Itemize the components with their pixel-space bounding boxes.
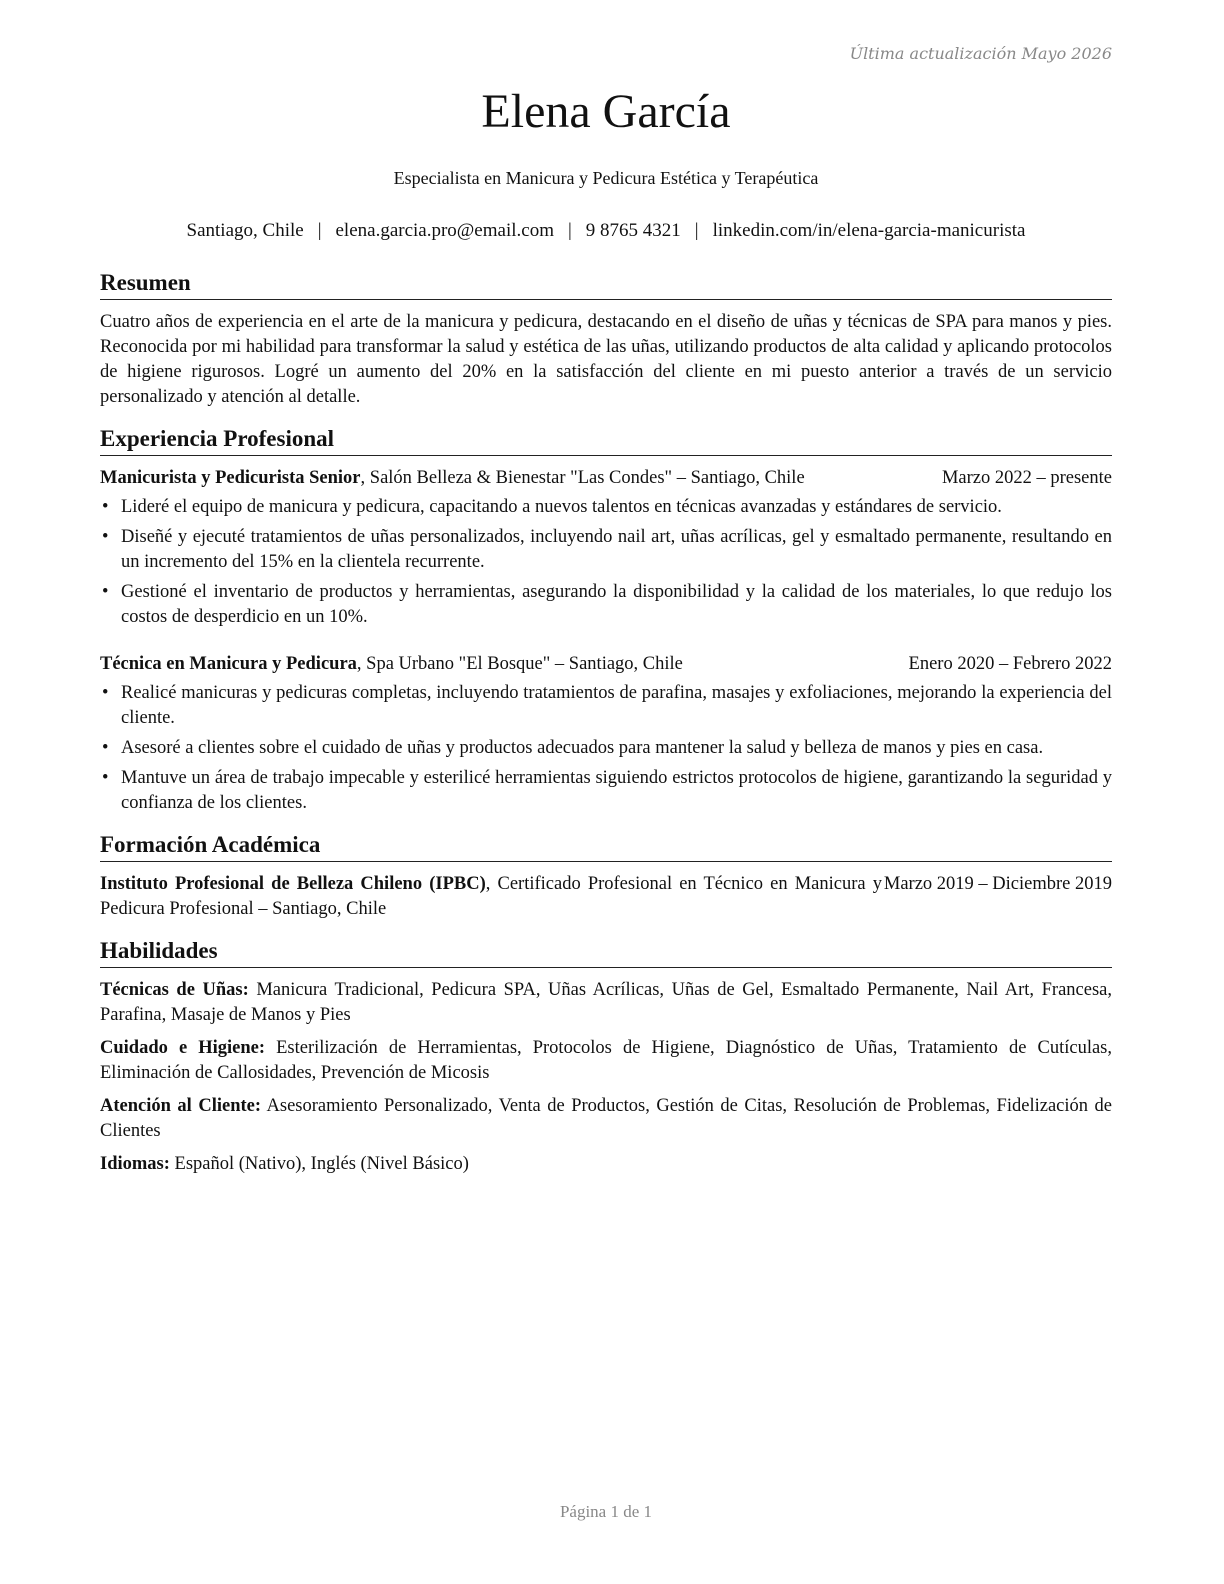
job-title-line bbox=[100, 466, 942, 491]
contact-line bbox=[60, 220, 1152, 242]
skill-label: Cuidado e Higiene: bbox=[100, 1038, 266, 1058]
education-dates: Marzo 2019 – Diciembre 2019 bbox=[883, 874, 1112, 894]
skill-value: Manicura Tradicional, Pedicura SPA, Uñas Acrílicas, Uñas de Gel, Esmaltado Permanente, Nail Art, Francesa, Parafina, Masaje de Manos y Pies bbox=[100, 980, 1112, 1025]
skill-group bbox=[100, 1094, 1112, 1144]
job-dates: Marzo 2022 – presente bbox=[941, 468, 1112, 488]
job-bullet: • Asesoré a clientes sobre el cuidado de uñas y productos adecuados para mantener la salud y belleza de manos y pies en casa. bbox=[100, 736, 1112, 761]
skill-group bbox=[100, 1152, 1112, 1177]
contact-linkedin[interactable]: linkedin.com/in/elena-garcia-manicurista bbox=[712, 220, 1026, 241]
job-bullet: • Realicé manicuras y pedicuras completas, incluyendo tratamientos de parafina, masajes y exfoliaciones, mejorando la experiencia del cliente. bbox=[100, 681, 1112, 731]
skill-label: Atención al Cliente: bbox=[100, 1096, 262, 1116]
contact-location: Santiago, Chile bbox=[186, 220, 304, 241]
job-role: Técnica en Manicura y Pedicura bbox=[100, 654, 357, 674]
section-title-summary: Resumen bbox=[100, 268, 1112, 300]
skill-value: Asesoramiento Personalizado, Venta de Productos, Gestión de Citas, Resolución de Problemas, Fidelización de Clientes bbox=[100, 1096, 1112, 1141]
education-section bbox=[100, 830, 1112, 922]
section-title-experience: Experiencia Profesional bbox=[100, 424, 1112, 456]
skills-section bbox=[100, 936, 1112, 1177]
skill-value: Español (Nativo), Inglés (Nivel Básico) bbox=[169, 1154, 469, 1174]
resume-content bbox=[100, 268, 1112, 1191]
job-bullet: • Diseñé y ejecuté tratamientos de uñas personalizados, incluyendo nail art, uñas acrílicas, gel y esmaltado permanente, resultando en un incremento del 15% en la clientela recurrente. bbox=[100, 525, 1112, 575]
candidate-name: Elena García bbox=[481, 85, 731, 138]
job-bullet: • Gestioné el inventario de productos y herramientas, asegurando la disponibilidad y la calidad de los materiales, lo que redujo los costos de desperdicio en un 10%. bbox=[100, 580, 1112, 630]
job-bullets bbox=[100, 681, 1112, 816]
headline: Especialista en Manicura y Pedicura Estética y Terapéutica bbox=[393, 168, 819, 188]
contact-separator: | bbox=[694, 220, 699, 241]
contact-email[interactable]: elena.garcia.pro@email.com bbox=[335, 220, 554, 241]
contact-separator: | bbox=[567, 220, 572, 241]
job-entry bbox=[100, 652, 1112, 816]
job-header bbox=[100, 652, 1112, 677]
education-line bbox=[100, 872, 882, 922]
experience-section bbox=[100, 424, 1112, 816]
job-details: , Salón Belleza & Bienestar "Las Condes" – Santiago, Chile bbox=[360, 468, 805, 488]
last-updated: Última actualización Mayo 2026 bbox=[849, 44, 1112, 63]
skill-label: Técnicas de Uñas: bbox=[100, 980, 249, 1000]
job-title-line bbox=[100, 652, 909, 677]
page-number: Página 1 de 1 bbox=[559, 1502, 653, 1521]
job-entry bbox=[100, 466, 1112, 630]
skill-value: Esterilización de Herramientas, Protocolos de Higiene, Diagnóstico de Uñas, Tratamiento de Cutículas, Eliminación de Callosidades, Prevención de Micosis bbox=[100, 1038, 1112, 1083]
section-title-education: Formación Académica bbox=[100, 830, 1112, 862]
resume-page bbox=[100, 0, 1112, 1584]
education-institution: Instituto Profesional de Belleza Chileno (IPBC) bbox=[100, 874, 486, 894]
job-details: , Spa Urbano "El Bosque" – Santiago, Chile bbox=[356, 654, 683, 674]
job-bullets bbox=[100, 495, 1112, 630]
skill-group bbox=[100, 978, 1112, 1028]
job-dates: Enero 2020 – Febrero 2022 bbox=[908, 654, 1112, 674]
job-header bbox=[100, 466, 1112, 491]
skill-label: Idiomas: bbox=[100, 1154, 170, 1174]
job-bullet: • Lideré el equipo de manicura y pedicura, capacitando a nuevos talentos en técnicas avanzadas y estándares de servicio. bbox=[100, 495, 1112, 520]
education-details: , Certificado Profesional en Técnico en Manicura y Pedicura Profesional – Santiago, Chile bbox=[100, 874, 882, 919]
job-bullet: • Mantuve un área de trabajo impecable y esterilicé herramientas siguiendo estrictos protocolos de higiene, garantizando la seguridad y confianza de los clientes. bbox=[100, 766, 1112, 816]
summary-text: Cuatro años de experiencia en el arte de la manicura y pedicura, destacando en el diseño de uñas y técnicas de SPA para manos y pies. Reconocida por mi habilidad para transformar la salud y estética de las uñas, utilizando productos de alta calidad y aplicando protocolos de higiene rigurosos. Logré un aumento del 20% en la satisfacción del cliente en mi puesto anterior a través de un servicio personalizado y atención al detalle. bbox=[100, 312, 1112, 407]
education-entry bbox=[100, 872, 1112, 922]
skill-group bbox=[100, 1036, 1112, 1086]
section-title-skills: Habilidades bbox=[100, 936, 1112, 968]
contact-separator: | bbox=[317, 220, 322, 241]
contact-phone: 9 8765 4321 bbox=[585, 220, 681, 241]
summary-section bbox=[100, 268, 1112, 410]
job-role: Manicurista y Pedicurista Senior bbox=[100, 468, 361, 488]
